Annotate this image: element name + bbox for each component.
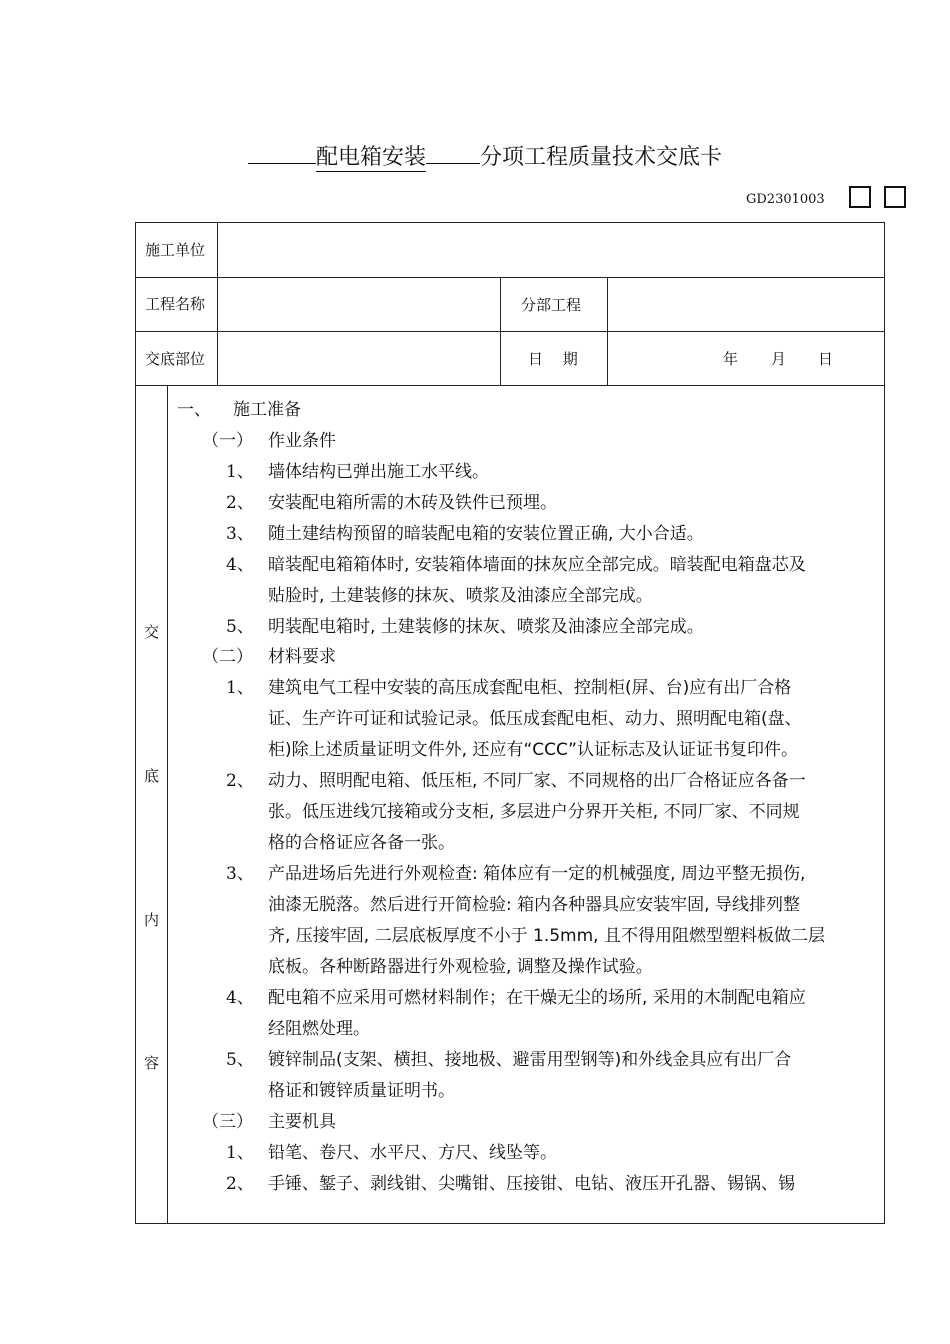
label-date: 日 期 xyxy=(528,350,578,368)
row-divider xyxy=(136,331,884,332)
item-number: 2、 xyxy=(226,1174,254,1194)
item-number: 3、 xyxy=(226,524,254,544)
item-text: 证、生产许可证和试验记录。低压成套配电柜、动力、照明配电箱(盘、 xyxy=(268,709,802,729)
subsection-number: （二） xyxy=(202,647,253,667)
side-label-char: 交 xyxy=(143,623,159,641)
item-number: 4、 xyxy=(226,988,254,1008)
item-number: 5、 xyxy=(226,617,254,637)
item-text: 产品进场后先进行外观检查: 箱体应有一定的机械强度, 周边平整无损伤, xyxy=(268,864,806,884)
col-divider xyxy=(500,277,501,385)
item-number: 3、 xyxy=(226,864,254,884)
subsection-number: （一） xyxy=(202,431,253,451)
item-number: 5、 xyxy=(226,1050,254,1070)
item-text: 铅笔、卷尺、水平尺、方尺、线坠等。 xyxy=(268,1143,557,1163)
item-text: 张。低压进线冗接箱或分支柜, 多层进户分界开关柜, 不同厂家、不同规 xyxy=(268,802,800,822)
label-disclosure-location: 交底部位 xyxy=(145,350,206,368)
item-text: 油漆无脱落。然后进行开简检验: 箱内各种器具应安装牢固, 导线排列整 xyxy=(268,895,800,915)
item-number: 1、 xyxy=(226,678,254,698)
item-text: 建筑电气工程中安装的高压成套配电柜、控制柜(屏、台)应有出厂合格 xyxy=(268,678,792,698)
item-number: 2、 xyxy=(226,493,254,513)
section-title: 施工准备 xyxy=(233,400,301,420)
item-text: 格证和镀锌质量证明书。 xyxy=(268,1081,455,1101)
item-text: 经阻燃处理。 xyxy=(268,1019,370,1039)
row-divider xyxy=(136,277,884,278)
item-text: 墙体结构已弹出施工水平线。 xyxy=(268,462,489,482)
col-divider xyxy=(217,223,218,385)
title-blank-left xyxy=(248,163,316,164)
title-rest: 分项工程质量技术交底卡 xyxy=(480,145,723,170)
item-text: 格的合格证应各备一张。 xyxy=(268,833,455,853)
side-label-char: 内 xyxy=(143,911,159,929)
section-number: 一、 xyxy=(177,400,211,420)
item-number: 2、 xyxy=(226,771,254,791)
item-text: 镀锌制品(支架、横担、接地极、避雷用型钢等)和外线金具应有出厂合 xyxy=(268,1050,792,1070)
disclosure-content xyxy=(168,387,884,1223)
title-item-name: 配电箱安装 xyxy=(316,145,427,170)
document-code: GD2301003 xyxy=(746,192,825,207)
date-day: 日 xyxy=(818,350,834,368)
item-number: 4、 xyxy=(226,555,254,575)
item-text: 齐, 压接牢固, 二层底板厚度不小于 1.5mm, 且不得用阻燃型塑料板做二层 xyxy=(268,926,825,946)
item-text: 安装配电箱所需的木砖及铁件已预埋。 xyxy=(268,493,557,513)
date-year: 年 xyxy=(723,350,739,368)
item-text: 动力、照明配电箱、低压柜, 不同厂家、不同规格的出厂合格证应各备一 xyxy=(268,771,806,791)
subsection-title: 主要机具 xyxy=(268,1112,336,1132)
item-text: 随土建结构预留的暗装配电箱的安装位置正确, 大小合适。 xyxy=(268,524,704,544)
item-number: 1、 xyxy=(226,462,254,482)
subsection-title: 作业条件 xyxy=(268,431,336,451)
document-title xyxy=(248,143,722,173)
item-text: 柜)除上述质量证明文件外, 还应有“CCC”认证标志及认证证书复印件。 xyxy=(268,740,798,760)
item-text: 底板。各种断路器进行外观检验, 调整及操作试验。 xyxy=(268,957,653,977)
item-text: 配电箱不应采用可燃材料制作；在干燥无尘的场所, 采用的木制配电箱应 xyxy=(268,988,806,1008)
col-divider xyxy=(607,277,608,385)
label-sub-project: 分部工程 xyxy=(521,296,582,314)
disclosure-table xyxy=(135,222,885,1224)
date-month: 月 xyxy=(771,350,787,368)
item-number: 1、 xyxy=(226,1143,254,1163)
checkbox-2[interactable] xyxy=(884,186,906,208)
subsection-title: 材料要求 xyxy=(268,647,336,667)
subsection-number: （三） xyxy=(202,1112,253,1132)
side-label-char: 底 xyxy=(143,767,159,785)
side-label-char: 容 xyxy=(143,1054,159,1072)
checkbox-1[interactable] xyxy=(849,186,871,208)
title-blank-right xyxy=(426,163,480,164)
label-construction-unit: 施工单位 xyxy=(145,241,206,259)
item-text: 贴脸时, 土建装修的抹灰、喷浆及油漆应全部完成。 xyxy=(268,586,653,606)
row-divider xyxy=(136,385,884,386)
item-text: 明装配电箱时, 土建装修的抹灰、喷浆及油漆应全部完成。 xyxy=(268,617,704,637)
label-project-name: 工程名称 xyxy=(145,295,206,313)
item-text: 手锤、錾子、剥线钳、尖嘴钳、压接钳、电钻、液压开孔器、锡锅、锡 xyxy=(268,1174,795,1194)
item-text: 暗装配电箱箱体时, 安装箱体墙面的抹灰应全部完成。暗装配电箱盘芯及 xyxy=(268,555,806,575)
